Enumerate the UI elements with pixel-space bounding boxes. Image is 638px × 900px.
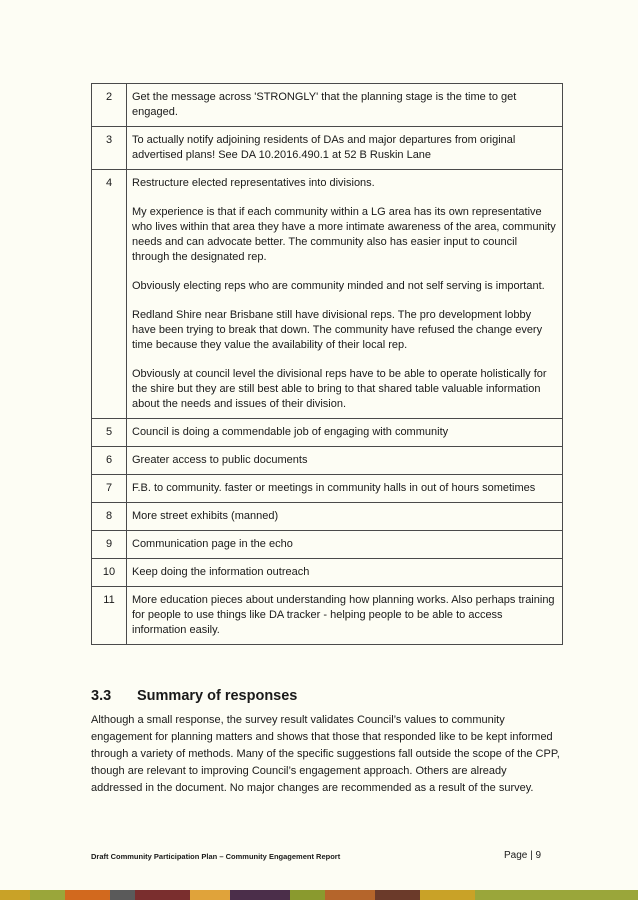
responses-table-body: [92, 84, 563, 645]
section-number: 3.3: [91, 688, 112, 704]
table-row: [92, 170, 563, 419]
bar-segment: [475, 890, 638, 900]
response-paragraph: Restructure elected representatives into divisions.: [132, 177, 375, 189]
response-paragraph: Communication page in the echo: [132, 538, 293, 550]
bar-segment: [290, 890, 325, 900]
table-row: [92, 531, 563, 559]
response-paragraph: My experience is that if each community within a LG area has its own representative who lives within that area they have a more intimate awareness of the area, community needs and can advocate better. The community also has easier input to council through the designated rep.: [132, 206, 556, 263]
bar-segment: [0, 890, 30, 900]
row-number: 7: [92, 475, 127, 503]
response-paragraph: F.B. to community. faster or meetings in community halls in out of hours sometimes: [132, 482, 536, 494]
row-number: 6: [92, 447, 127, 475]
decorative-color-bar: [0, 890, 638, 900]
row-number: 3: [92, 127, 127, 170]
response-paragraph: To actually notify adjoining residents of DAs and major departures from original advertised plans! See DA 10.2016.490.1 at 52 B Ruskin Lane: [132, 134, 516, 161]
bar-segment: [420, 890, 475, 900]
responses-table: [91, 83, 563, 645]
section-title: Summary of responses: [137, 688, 298, 704]
section-heading: [91, 688, 297, 704]
response-text: [127, 587, 563, 645]
table-row: [92, 503, 563, 531]
response-paragraph: More street exhibits (manned): [132, 510, 279, 522]
bar-segment: [190, 890, 230, 900]
table-row: [92, 559, 563, 587]
response-text: [127, 475, 563, 503]
page-number: Page | 9: [504, 850, 542, 861]
table-row: [92, 127, 563, 170]
response-text: [127, 447, 563, 475]
response-paragraph: Keep doing the information outreach: [132, 566, 310, 578]
row-number: 11: [92, 587, 127, 645]
summary-paragraph: Although a small response, the survey result validates Council’s values to community engagement for planning matters and shows that those that responded like to be kept informed through a variety of methods. Many of the specific suggestions fall outside the scope of the CPP, though are relevant to improving Council’s engagement approach. Others are already addressed in the document. No major changes are recommended as a result of the survey.: [91, 714, 560, 794]
table-row: [92, 587, 563, 645]
response-paragraph: Obviously electing reps who are community minded and not self serving is important.: [132, 280, 545, 292]
row-number: 4: [92, 170, 127, 419]
table-row: [92, 419, 563, 447]
table-row: [92, 84, 563, 127]
row-number: 10: [92, 559, 127, 587]
response-text: [127, 503, 563, 531]
row-number: 9: [92, 531, 127, 559]
bar-segment: [230, 890, 290, 900]
bar-segment: [110, 890, 135, 900]
response-paragraph: Get the message across 'STRONGLY' that the planning stage is the time to get engaged.: [132, 91, 517, 118]
footer-title: Draft Community Participation Plan – Community Engagement Report: [91, 852, 341, 861]
response-paragraph: Council is doing a commendable job of engaging with community: [132, 426, 449, 438]
response-text: [127, 559, 563, 587]
bar-segment: [375, 890, 420, 900]
response-paragraph: More education pieces about understanding how planning works. Also perhaps training for people to use things like DA tracker - helping people to be able to access information easily.: [132, 594, 555, 636]
response-paragraph: Obviously at council level the divisional reps have to be able to operate holistically for the shire but they are still best able to bring to that shared table valuable information about the needs and issues of their division.: [132, 368, 547, 410]
row-number: 2: [92, 84, 127, 127]
bar-segment: [325, 890, 375, 900]
row-number: 5: [92, 419, 127, 447]
bar-segment: [30, 890, 65, 900]
bar-segment: [65, 890, 110, 900]
response-paragraph: Redland Shire near Brisbane still have divisional reps. The pro development lobby have been trying to break that down. The community have refused the change every time because they value the availability of their local rep.: [132, 309, 543, 351]
response-text: [127, 531, 563, 559]
table-row: [92, 447, 563, 475]
response-text: [127, 127, 563, 170]
response-text: [127, 84, 563, 127]
response-paragraph: Greater access to public documents: [132, 454, 308, 466]
response-text: [127, 170, 563, 419]
row-number: 8: [92, 503, 127, 531]
bar-segment: [135, 890, 190, 900]
response-text: [127, 419, 563, 447]
table-row: [92, 475, 563, 503]
